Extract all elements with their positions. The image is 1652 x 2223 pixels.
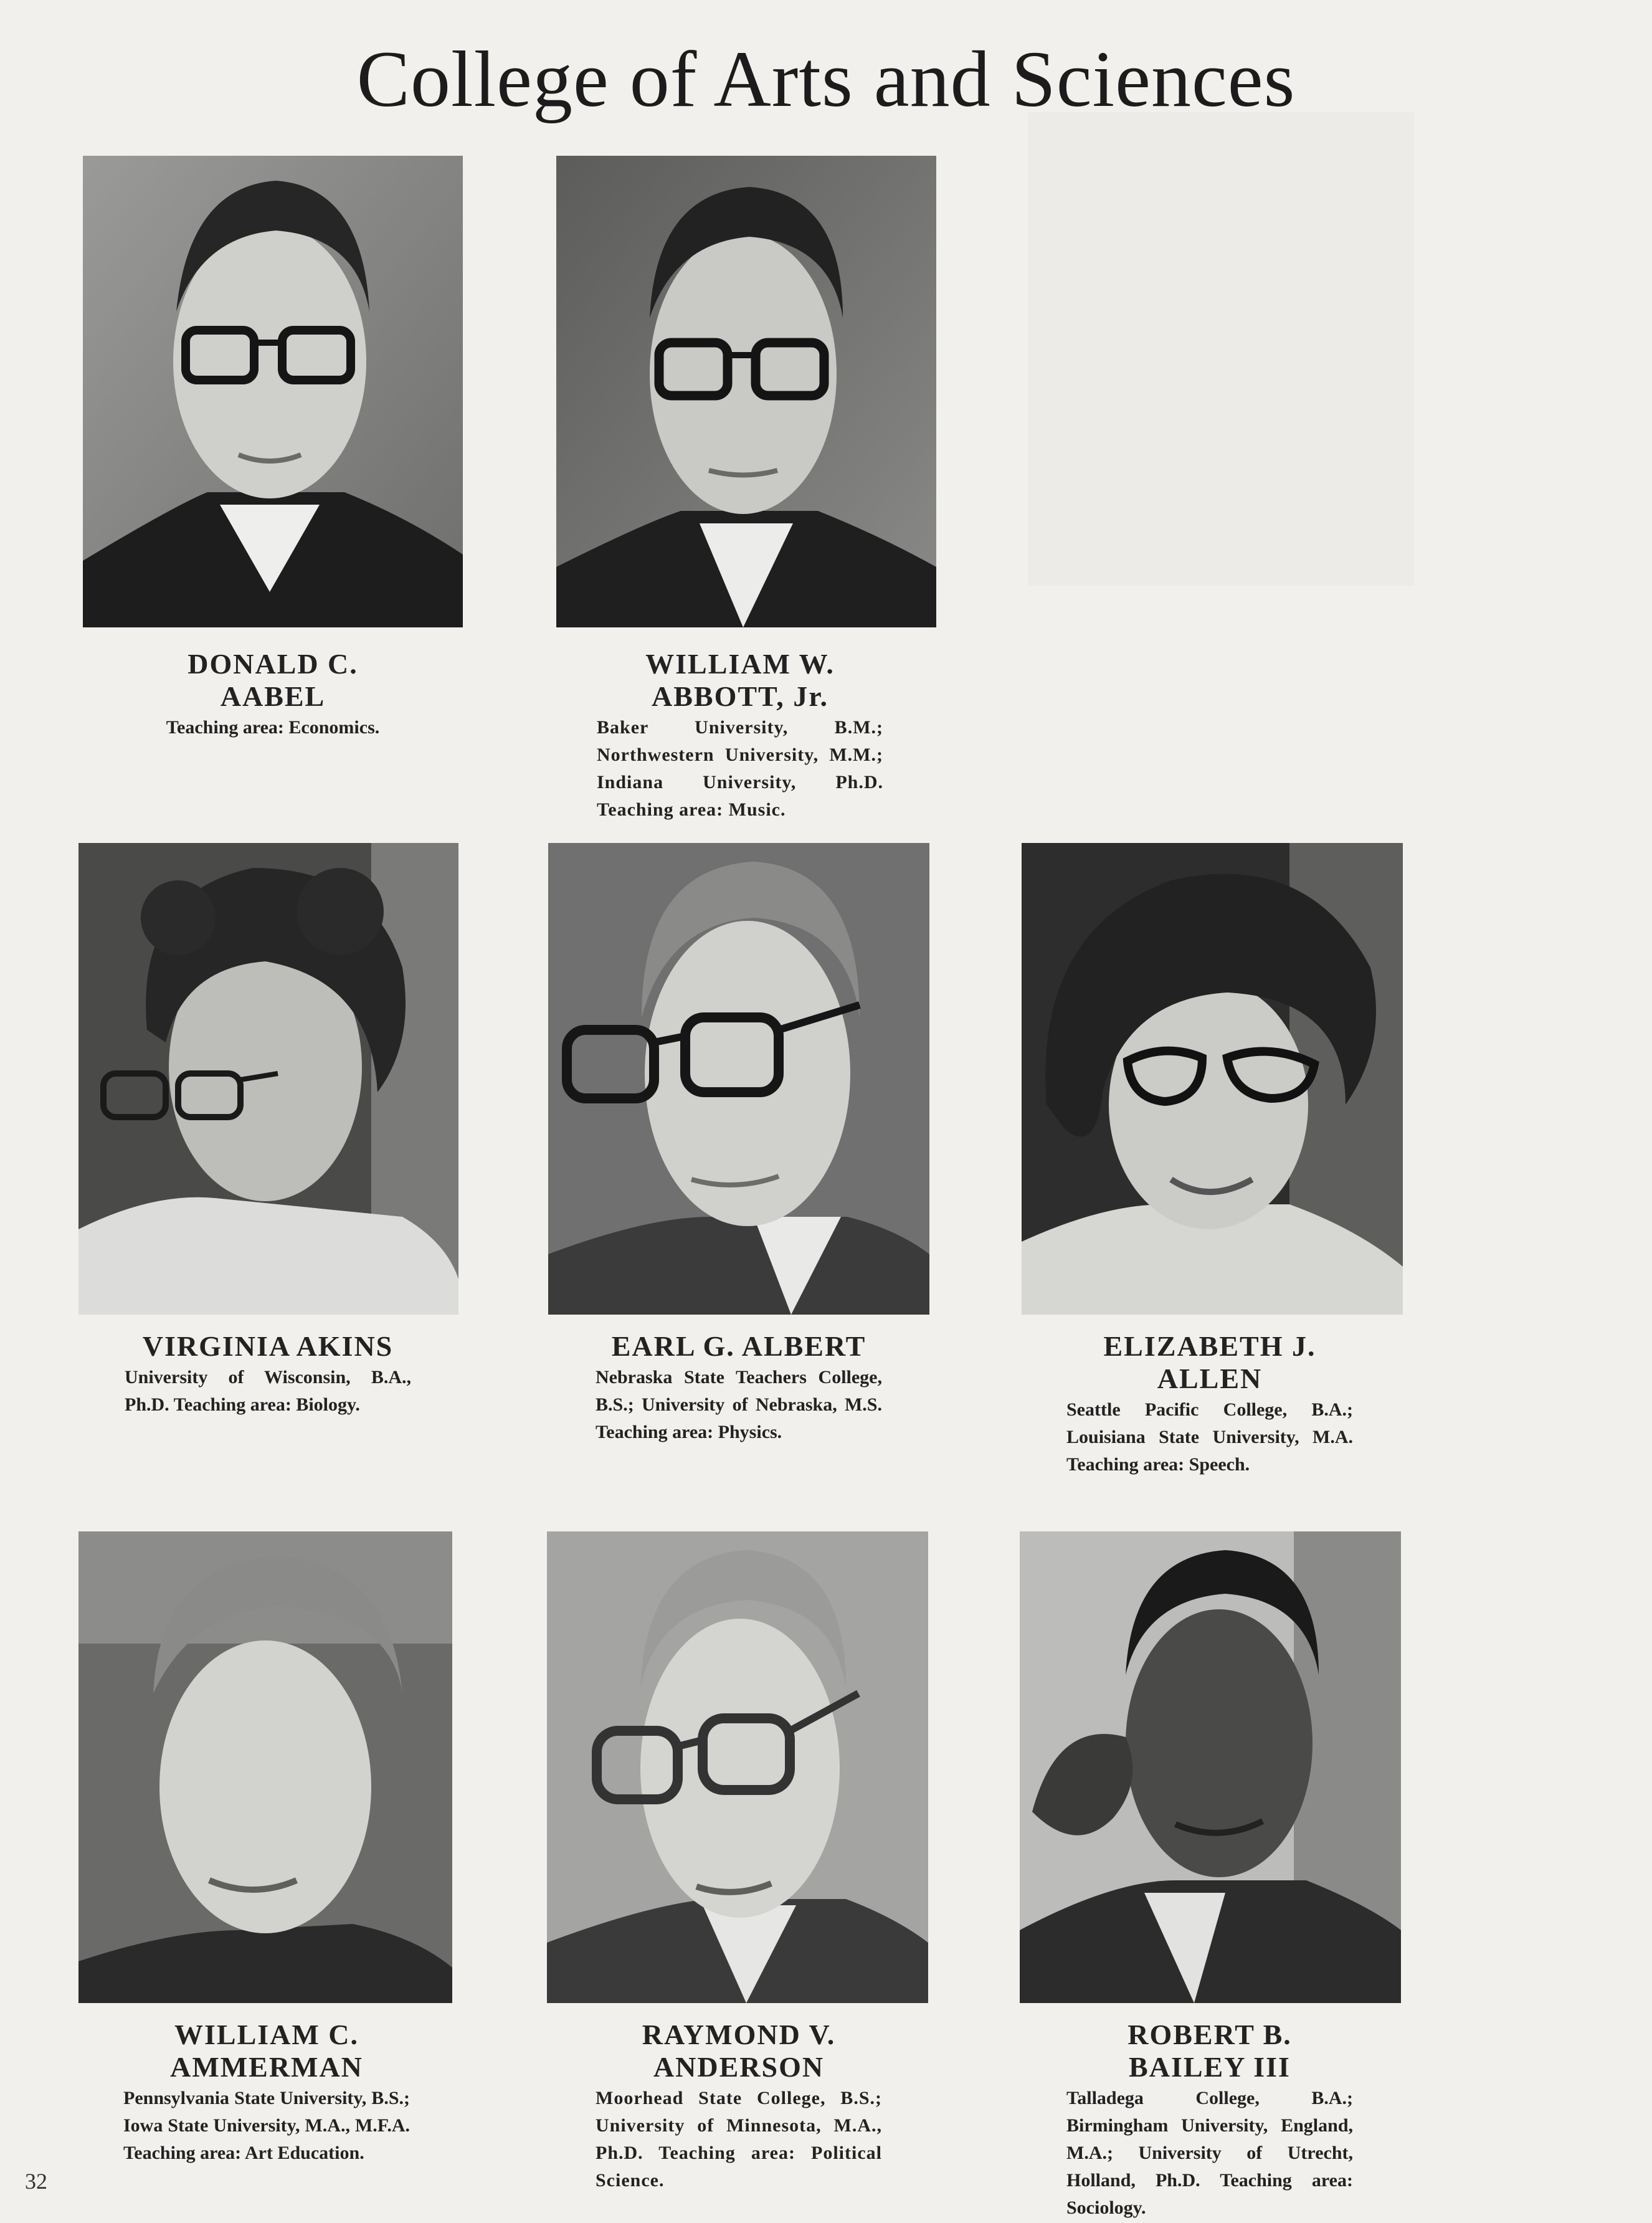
page-title: College of Arts and Sciences: [356, 35, 1296, 123]
faculty-caption: [597, 648, 883, 824]
faculty-name: DONALD C.: [188, 648, 358, 680]
faculty-name: WILLIAM C.: [174, 2019, 359, 2050]
portrait-photo: [1020, 1531, 1401, 2003]
faculty-name: VIRGINIA AKINS: [142, 1330, 394, 1362]
faculty-caption: [596, 2019, 882, 2194]
page-number: 32: [25, 2169, 47, 2194]
portrait-photo: [548, 843, 929, 1315]
portrait-photo: [83, 156, 463, 627]
faculty-bio: Seattle Pacific College, B.A.; Louisiana State University, M.A. Teaching area: Speech.: [1066, 1399, 1353, 1475]
faculty-caption: [1066, 2019, 1353, 2222]
faculty-name: EARL G. ALBERT: [611, 1330, 866, 1362]
faculty-bio: Nebraska State Teachers College, B.S.; University of Nebraska, M.S. Teaching area: Physics.: [596, 1367, 882, 1442]
faculty-caption: [1066, 1330, 1353, 1478]
bleed-through-shadow: [1028, 112, 1414, 586]
portrait-photo: [78, 1531, 452, 2003]
faculty-caption: [123, 2019, 410, 2167]
faculty-caption: [596, 1330, 882, 1446]
portrait-photo: [556, 156, 936, 627]
faculty-name: AMMERMAN: [170, 2051, 363, 2083]
faculty-caption: [83, 648, 463, 741]
faculty-name: RAYMOND V.: [642, 2019, 836, 2050]
faculty-name: ANDERSON: [653, 2051, 825, 2083]
faculty-name: BAILEY III: [1129, 2051, 1291, 2083]
faculty-bio: Moorhead State College, B.S.; University of Minnesota, M.A., Ph.D. Teaching area: Political Science.: [596, 2088, 882, 2191]
faculty-caption: [125, 1330, 411, 1419]
faculty-bio: Pennsylvania State University, B.S.; Iowa State University, M.A., M.F.A. Teaching area: Art Education.: [123, 2088, 410, 2163]
faculty-name: ELIZABETH J.: [1103, 1330, 1316, 1362]
faculty-bio: University of Wisconsin, B.A., Ph.D. Teaching area: Biology.: [125, 1367, 411, 1415]
faculty-name: WILLIAM W.: [645, 648, 835, 680]
portrait-photo: [1022, 843, 1403, 1315]
faculty-name: ABBOTT, Jr.: [651, 680, 828, 712]
portrait-photo: [547, 1531, 928, 2003]
faculty-name: ALLEN: [1157, 1363, 1263, 1394]
faculty-bio: Baker University, B.M.; Northwestern University, M.M.; Indiana University, Ph.D. Teaching area: Music.: [597, 717, 883, 820]
faculty-bio: Teaching area: Economics.: [166, 717, 380, 738]
faculty-bio: Talladega College, B.A.; Birmingham University, England, M.A.; University of Utrecht, Holland, Ph.D. Teaching area: Sociology.: [1066, 2088, 1353, 2218]
faculty-name: ROBERT B.: [1127, 2019, 1292, 2050]
portrait-photo: [78, 843, 458, 1315]
faculty-name: AABEL: [220, 680, 326, 712]
